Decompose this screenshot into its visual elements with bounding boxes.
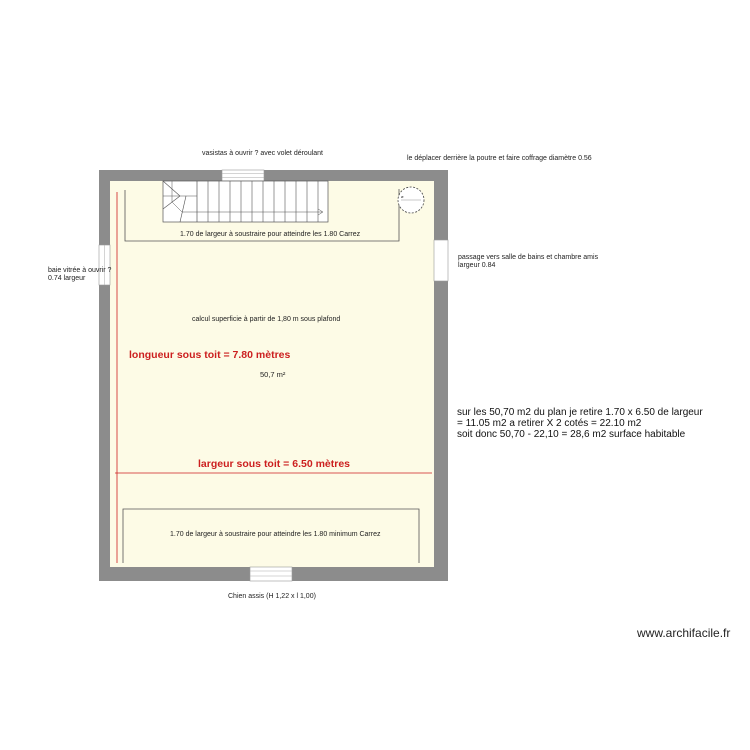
calculation-note-line3: soit donc 50,70 - 22,10 = 28,6 m2 surface habitable: [457, 429, 686, 440]
passage-door[interactable]: [434, 240, 448, 281]
soustraire-top-label: 1.70 de largeur à soustraire pour atteindre les 1.80 Carrez: [180, 231, 361, 238]
passage-label-line1: passage vers salle de bains et chambre amis: [458, 254, 599, 261]
watermark: www.archifacile.fr: [637, 626, 731, 640]
soustraire-bottom-label: 1.70 de largeur à soustraire pour atteindre les 1.80 minimum Carrez: [170, 531, 381, 538]
chien-assis-window[interactable]: [250, 567, 292, 581]
deplacer-label: le déplacer derrière la poutre et faire coffrage diamètre 0.56: [407, 155, 592, 162]
vasistas-window[interactable]: [222, 170, 264, 181]
vasistas-label: vasistas à ouvrir ? avec volet déroulant: [202, 150, 324, 157]
calculation-note-line2: = 11.05 m2 a retirer X 2 cotés = 22.10 m2: [457, 418, 642, 429]
passage-label-line2: largeur 0.84: [458, 262, 496, 269]
flue-icon-label: ⌀: [401, 194, 404, 199]
calculation-note-line1: sur les 50,70 m2 du plan je retire 1.70 x 6.50 de largeur: [457, 407, 703, 418]
round-flue-icon[interactable]: [398, 187, 424, 213]
surface-label: 50,7 m²: [260, 370, 286, 379]
longueur-label: longueur sous toit = 7.80 mètres: [129, 349, 291, 361]
calcul-label: calcul superficie à partir de 1,80 m sous plafond: [192, 316, 341, 323]
largeur-label: largeur sous toit = 6.50 mètres: [198, 458, 351, 470]
staircase-icon[interactable]: [163, 181, 328, 222]
baie-label-line1: baie vitrée à ouvrir ?: [48, 267, 112, 274]
baie-label-line2: 0.74 largeur: [48, 275, 86, 282]
baie-vitree-window[interactable]: [99, 245, 110, 285]
chien-assis-label: Chien assis (H 1,22 x l 1,00): [228, 593, 316, 600]
